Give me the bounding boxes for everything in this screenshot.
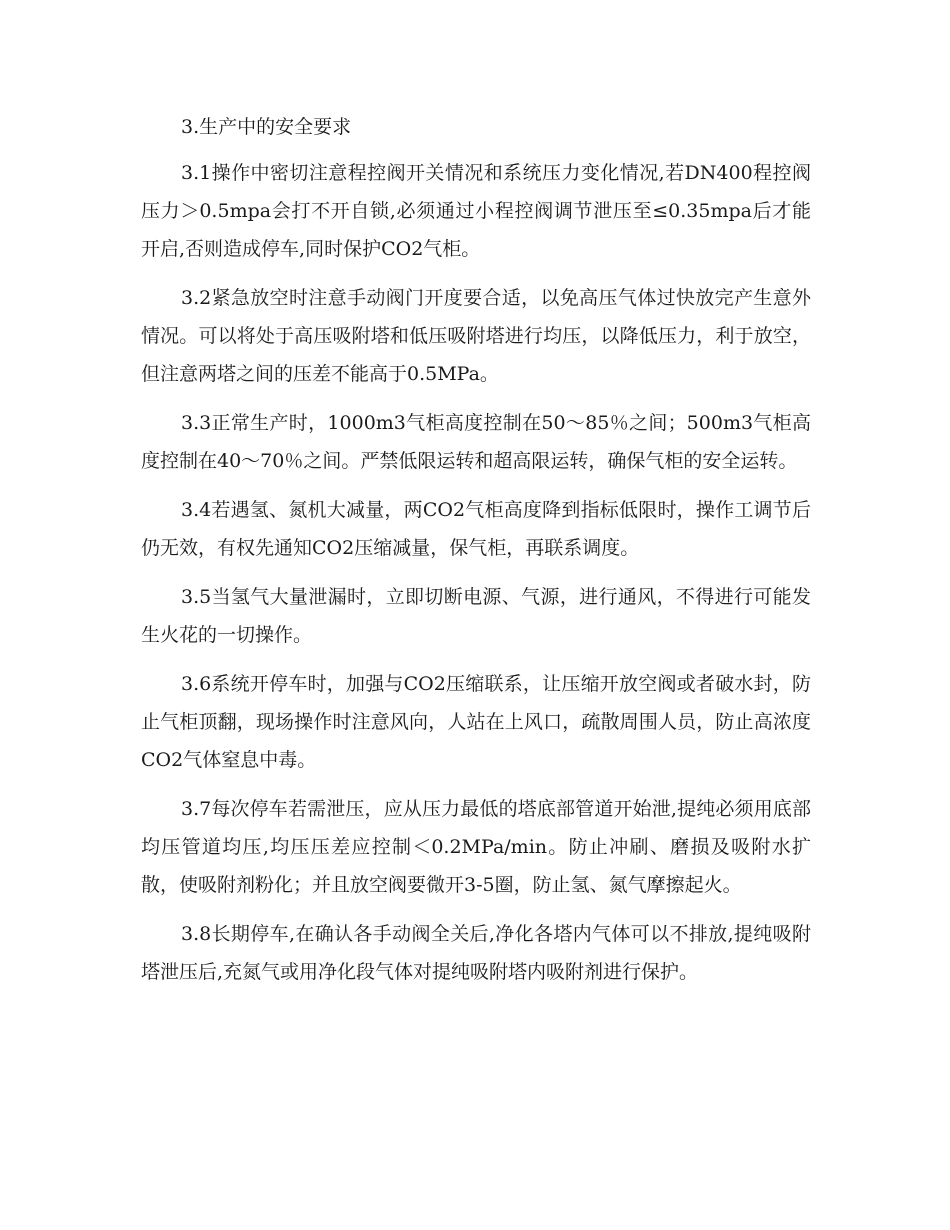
paragraph-3-7: 3.7每次停车若需泄压，应从压力最低的塔底部管道开始泄,提纯必须用底部均压管道均压,均压压差应控制＜0.2MPa/min。防止冲刷、磨损及吸附水扩散，使吸附剂粉化；并且放空阀要微开3-5圈，防止氢、氮气摩擦起火。 — [141, 798, 811, 896]
paragraph-3-1: 3.1操作中密切注意程控阀开关情况和系统压力变化情况,若DN400程控阀压力＞0.5mpa会打不开自锁,必须通过小程控阀调节泄压至≤0.35mpa后才能开启,否则造成停车,同时保护CO2气柜。 — [141, 162, 811, 260]
paragraph-3-2: 3.2紧急放空时注意手动阀门开度要合适，以免高压气体过快放完产生意外情况。可以将处于高压吸附塔和低压吸附塔进行均压，以降低压力，利于放空，但注意两塔之间的压差不能高于0.5MPa。 — [141, 287, 811, 385]
document-body — [141, 108, 811, 1002]
paragraph-3-6: 3.6系统开停车时，加强与CO2压缩联系，让压缩开放空阀或者破水封，防止气柜顶翻，现场操作时注意风向，人站在上风口，疏散周围人员，防止高浓度CO2气体窒息中毒。 — [141, 673, 811, 771]
paragraph-3-3: 3.3正常生产时，1000m3气柜高度控制在50～85％之间；500m3气柜高度控制在40～70％之间。严禁低限运转和超高限运转，确保气柜的安全运转。 — [141, 412, 811, 472]
paragraph-3-4: 3.4若遇氢、氮机大减量，两CO2气柜高度降到指标低限时，操作工调节后仍无效，有权先通知CO2压缩减量，保气柜，再联系调度。 — [141, 499, 811, 559]
paragraph-3-5: 3.5当氢气大量泄漏时，立即切断电源、气源，进行通风，不得进行可能发生火花的一切操作。 — [141, 586, 811, 646]
section-heading: 3.生产中的安全要求 — [181, 116, 352, 138]
paragraph-3-8: 3.8长期停车,在确认各手动阀全关后,净化各塔内气体可以不排放,提纯吸附塔泄压后,充氮气或用净化段气体对提纯吸附塔内吸附剂进行保护。 — [141, 923, 811, 983]
